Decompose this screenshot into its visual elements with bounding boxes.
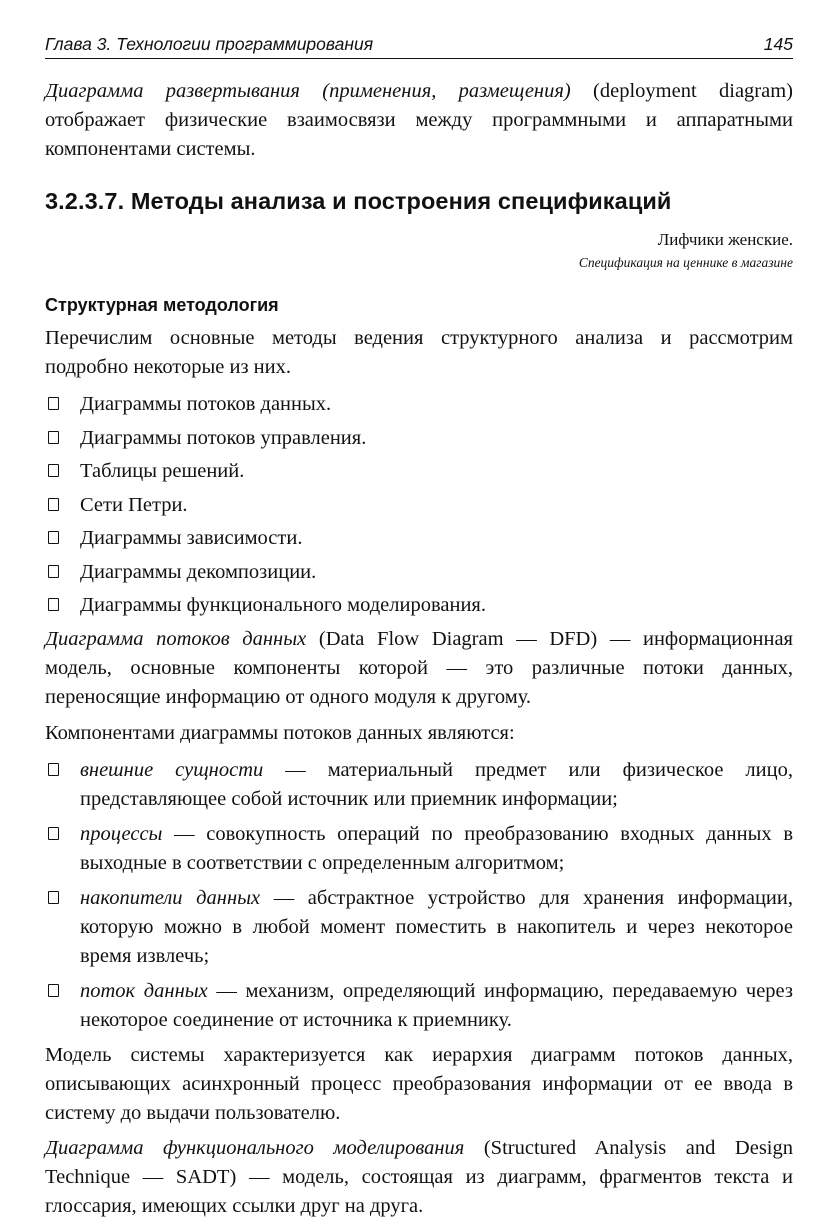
- component-text: — абстрактное устройство для хранения информации, которую можно в любой момент поместить в накопитель и через некоторое время извлечь;: [80, 886, 793, 967]
- list-item: [45, 558, 793, 587]
- book-page: [45, 34, 793, 1221]
- component-text: — совокупность операций по преобразованию входных данных в выходные в соответствии с определенным алгоритмом;: [80, 822, 793, 874]
- term-dfd: Диаграмма потоков данных: [45, 627, 307, 650]
- list-item: [45, 390, 793, 419]
- checkbox-bullet-icon: [48, 431, 59, 444]
- list-item-text: Таблицы решений.: [80, 460, 245, 482]
- list-item-text: Диаграммы функционального моделирования.: [80, 594, 486, 616]
- page-number: 145: [763, 34, 793, 54]
- list-item-text: Диаграммы потоков данных.: [80, 393, 332, 415]
- list-item: [45, 491, 793, 520]
- term-sadt: Диаграмма функционального моделирования: [45, 1136, 465, 1159]
- list-item-text: Диаграммы зависимости.: [80, 527, 303, 549]
- checkbox-bullet-icon: [48, 498, 59, 511]
- dfd-definition-text: (Data Flow Diagram — DFD) — информационная модель, основные компоненты которой — это различные потоки данных, переносящие информацию от одного модуля к другому.: [45, 627, 793, 708]
- component-text: — материальный предмет или физическое лицо, представляющее собой источник или приемник информации;: [80, 758, 793, 810]
- list-item-text: Диаграммы декомпозиции.: [80, 560, 317, 583]
- deployment-diagram-text: (deployment diagram) отображает физические взаимосвязи между программными и аппаратными компонентами системы.: [45, 80, 793, 160]
- checkbox-bullet-icon: [48, 891, 59, 904]
- list-item: [45, 820, 793, 878]
- component-term: поток данных: [80, 979, 208, 1002]
- running-header: [45, 34, 793, 59]
- sadt-definition-text: (Structured Analysis and Design Technique — SADT) — модель, состоящая из диаграмм, фрагментов текста и глоссария, имеющих ссылки друг на друга.: [45, 1136, 794, 1217]
- component-term: процессы: [80, 822, 163, 845]
- component-term: накопители данных: [80, 886, 261, 909]
- section-heading: 3.2.3.7. Методы анализа и построения спецификаций: [45, 188, 672, 214]
- methods-lead-paragraph: Перечислим основные методы ведения структурного анализа и рассмотрим подробно некоторые из них.: [45, 327, 793, 378]
- checkbox-bullet-icon: [48, 984, 59, 997]
- list-item: [45, 756, 793, 814]
- checkbox-bullet-icon: [48, 464, 59, 477]
- list-item: [45, 424, 793, 453]
- component-text: — механизм, определяющий информацию, передаваемую через некоторое соединение от источника к приемнику.: [80, 979, 793, 1031]
- checkbox-bullet-icon: [48, 397, 59, 410]
- list-item: [45, 524, 793, 553]
- list-item-text: Диаграммы потоков управления.: [80, 426, 367, 449]
- dfd-components-list: [45, 756, 793, 1035]
- chapter-title: Глава 3. Технологии программирования: [45, 34, 374, 54]
- component-term: внешние сущности: [80, 758, 264, 781]
- checkbox-bullet-icon: [48, 827, 59, 840]
- sadt-definition-paragraph: [45, 1134, 793, 1221]
- checkbox-bullet-icon: [48, 598, 59, 611]
- epigraph-text: Лифчики женские.: [657, 230, 793, 249]
- deployment-diagram-paragraph: [45, 77, 793, 164]
- checkbox-bullet-icon: [48, 565, 59, 578]
- checkbox-bullet-icon: [48, 763, 59, 776]
- list-item: [45, 457, 793, 486]
- subsection-heading: Структурная методология: [45, 295, 279, 315]
- methods-list: [45, 390, 793, 620]
- checkbox-bullet-icon: [48, 531, 59, 544]
- dfd-definition-paragraph: [45, 625, 793, 712]
- dfd-components-lead: Компонентами диаграммы потоков данных являются:: [45, 721, 515, 744]
- epigraph-source: Спецификация на ценнике в магазине: [578, 255, 793, 270]
- list-item: [45, 884, 793, 971]
- epigraph: [45, 229, 793, 273]
- system-model-paragraph: Модель системы характеризуется как иерархия диаграмм потоков данных, описывающих асинхронный процесс преобразования информации от ее ввода в систему до выдачи пользователю.: [45, 1043, 793, 1124]
- term-deployment-diagram: Диаграмма развертывания (применения, размещения): [45, 80, 571, 102]
- list-item-text: Сети Петри.: [80, 493, 188, 516]
- list-item: [45, 591, 793, 620]
- list-item: [45, 977, 793, 1035]
